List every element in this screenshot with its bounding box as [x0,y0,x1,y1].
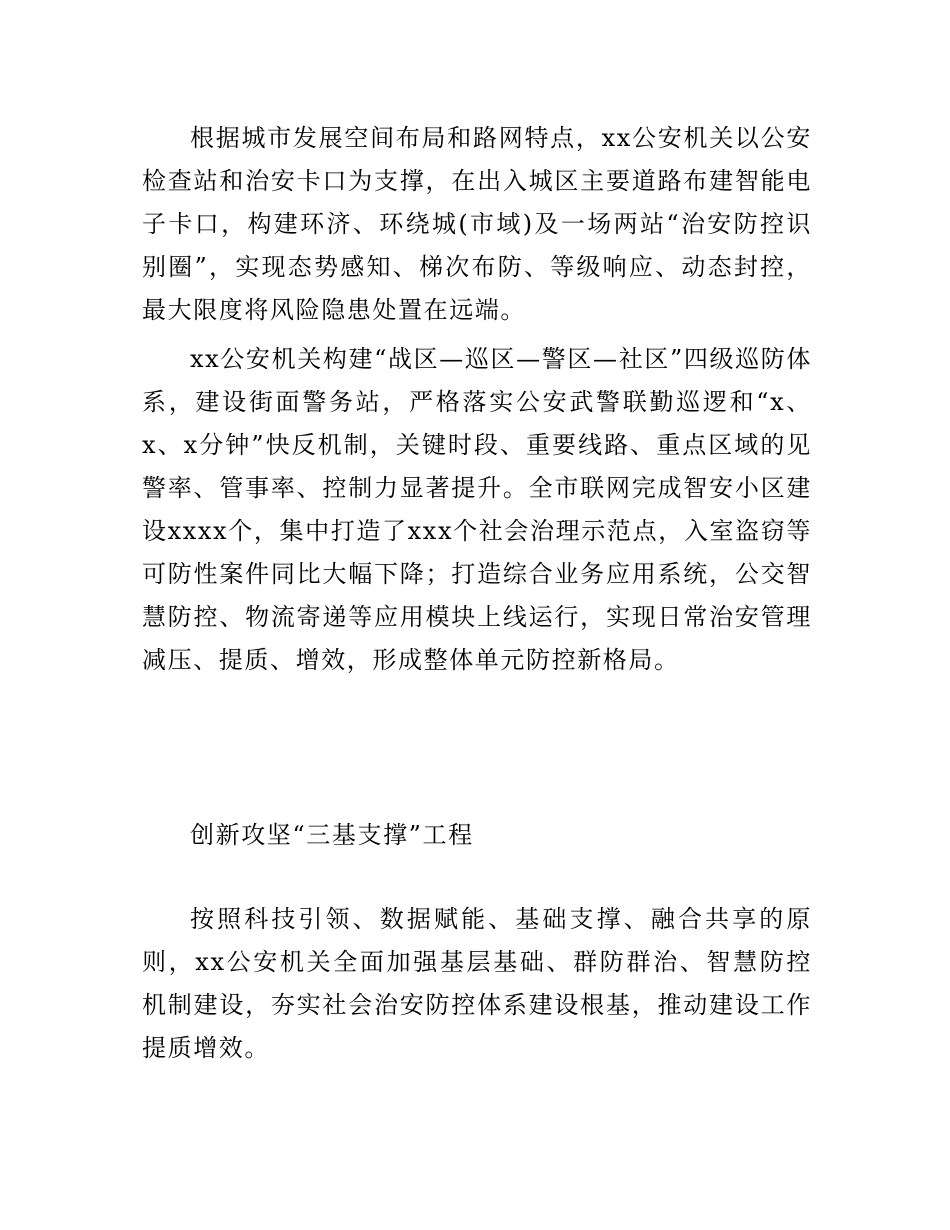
body-paragraph: 按照科技引领、数据赋能、基础支撑、融合共享的原则，xx公安机关全面加强基层基础、群防群治、智慧防控机制建设，夯实社会治安防控体系建设根基，推动建设工作提质增效。 [142,905,812,1062]
body-paragraph: xx公安机关构建“战区—巡区—警区—社区”四级巡防体系，建设街面警务站，严格落实公安武警联勤巡逻和“x、x、x分钟”快反机制，关键时段、重要线路、重点区域的见警率、管事率、控制力显著提升。全市联网完成智安小区建设xxxx个，集中打造了xxx个社会治理示范点，入室盗窃等可防性案件同比大幅下降；打造综合业务应用系统，公交智慧防控、物流寄递等应用模块上线运行，实现日常治安管理减压、提质、增效，形成整体单元防控新格局。 [142,345,812,674]
body-paragraph: 根据城市发展空间布局和路网特点，xx公安机关以公安检查站和治安卡口为支撑，在出入城区主要道路布建智能电子卡口，构建环济、环绕城(市域)及一场两站“治安防控识别圈”，实现态势感知、梯次布防、等级响应、动态封控，最大限度将风险隐患处置在远端。 [142,124,812,324]
section-heading: 创新攻坚“三基支撑”工程 [190,821,474,849]
